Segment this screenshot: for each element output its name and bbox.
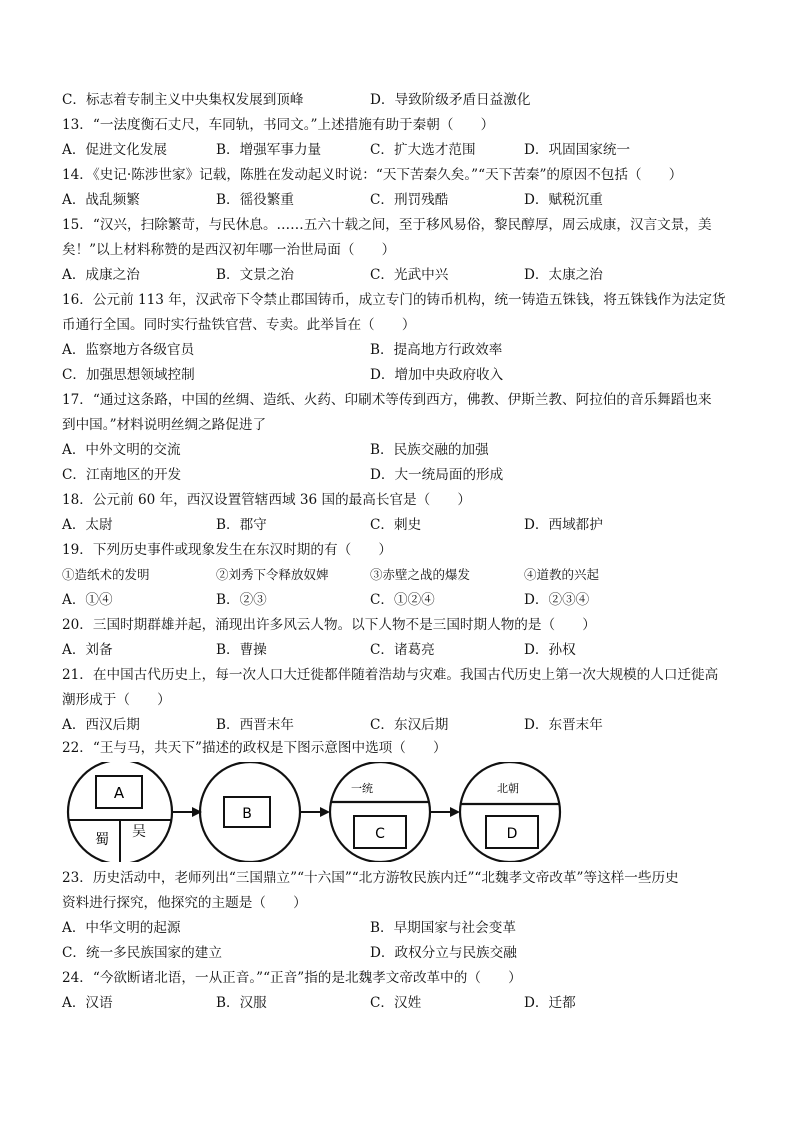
diagram-label-shu: 蜀 [95,832,109,848]
q19-item-3: ③赤壁之战的爆发 [370,567,471,582]
q21-option-b: B．西晋末年 [216,717,294,733]
q19-item-1: ①造纸术的发明 [62,567,150,582]
q15-stem-line1: 15．“汉兴，扫除繁苛，与民休息。……五六十载之间，至于移风易俗，黎民醇厚，周云成康，汉言文景，美 [62,217,712,233]
q12-option-c: C．标志着专制主义中央集权发展到顶峰 [62,92,304,108]
diagram-circle-3 [330,762,430,862]
q24-option-d: D．迁都 [524,995,576,1011]
q13-option-d: D．巩固国家统一 [524,142,631,158]
diagram-box-c: C [375,826,385,842]
q17-option-a: A．中外文明的交流 [62,442,181,458]
q19-item-2: ②刘秀下令释放奴婢 [216,567,329,582]
q24-stem: 24．“今欲断诸北语，一从正音。”“正音”指的是北魏孝文帝改革中的（ ） [62,970,522,986]
q17-stem-line2: 到中国。”材料说明丝绸之路促进了 [62,417,267,433]
q20-option-a: A．刘备 [62,642,113,658]
q15-option-b: B．文景之治 [216,267,294,283]
q21-stem-line2: 潮形成于（ ） [62,692,171,708]
q14-option-c: C．刑罚残酷 [370,192,449,208]
q16-stem-line2: 币通行全国。同时实行盐铁官营、专卖。此举旨在（ ） [62,317,416,333]
q17-option-b: B．民族交融的加强 [370,442,489,458]
q21-option-c: C．东汉后期 [370,717,449,733]
q18-option-a: A．太尉 [62,517,113,533]
diagram-circle-2 [200,762,300,862]
diagram-circle-4 [460,762,560,862]
diagram-top-label-4: 北朝 [497,782,519,795]
q20-option-d: D．孙权 [524,642,576,658]
q23-option-a: A．中华文明的起源 [62,920,181,936]
q13-option-b: B．增强军事力量 [216,142,322,158]
diagram-top-label-3: 一统 [351,782,373,795]
q12-option-d: D．导致阶级矛盾日益激化 [370,92,531,108]
q24-option-a: A．汉语 [62,995,113,1011]
q15-option-c: C．光武中兴 [370,267,449,283]
q13-option-c: C．扩大选才范围 [370,142,476,158]
q19-stem: 19．下列历史事件或现象发生在东汉时期的有（ ） [62,542,392,558]
q17-option-c: C．江南地区的开发 [62,467,182,483]
q15-option-a: A．成康之治 [62,267,140,283]
diagram-box-a: A [113,784,125,802]
q24-option-b: B．汉服 [216,995,267,1011]
q16-option-a: A．监察地方各级官员 [62,342,195,358]
q20-option-b: B．曹操 [216,642,267,658]
q17-option-d: D．大一统局面的形成 [370,467,504,483]
q15-stem-line2: 矣！”以上材料称赞的是西汉初年哪一治世局面（ ） [62,242,396,258]
q19-option-d: D．②③④ [524,592,590,608]
q20-stem: 20．三国时期群雄并起，涌现出许多风云人物。以下人物不是三国时期人物的是（ ） [62,617,596,633]
q13-stem: 13．“一法度衡石丈尺，车同轨，书同文。”上述措施有助于秦朝（ ） [62,117,495,133]
diagram-label-wu: 吴 [132,824,146,840]
q18-stem: 18．公元前 60 年，西汉设置管辖西域 36 国的最高长官是（ ） [62,492,472,508]
q14-stem: 14．《史记·陈涉世家》记载，陈胜在发动起义时说：“天下苦秦久矣。”“天下苦秦”的原因不包括（ ） [62,167,683,183]
diagram-circle-1 [68,762,172,862]
q23-option-c: C．统一多民族国家的建立 [62,945,222,961]
q17-stem-line1: 17．“通过这条路，中国的丝绸、造纸、火药、印刷术等传到西方，佛教、伊斯兰教、阿拉伯的音乐舞蹈也来 [62,392,712,408]
diagram-box-b: B [242,806,252,822]
q23-option-d: D．政权分立与民族交融 [370,945,517,961]
q16-option-d: D．增加中央政府收入 [370,367,504,383]
q21-stem-line1: 21．在中国古代历史上，每一次人口大迁徙都伴随着浩劫与灾难。我国古代历史上第一次大规模的人口迁徙高 [62,667,719,683]
q21-option-a: A．西汉后期 [62,717,140,733]
q19-option-c: C．①②④ [370,592,435,608]
q23-stem-line2: 资料进行探究，他探究的主题是（ ） [62,895,307,911]
q19-item-4: ④道教的兴起 [524,567,600,582]
regime-diagram [62,762,732,862]
q13-option-a: A．促进文化发展 [62,142,167,158]
q23-option-b: B．早期国家与社会变革 [370,920,516,936]
q16-option-b: B．提高地方行政效率 [370,342,503,358]
q18-option-b: B．郡守 [216,517,267,533]
q22-stem: 22．“王与马，共天下”描述的政权是下图示意图中选项（ ） [62,740,447,756]
diagram-box-d: D [506,826,518,842]
q24-option-c: C．汉姓 [370,995,422,1011]
q21-option-d: D．东晋末年 [524,717,603,733]
q23-stem-line1: 23．历史活动中，老师列出“三国鼎立”“十六国”“北方游牧民族内迁”“北魏孝文帝改革”等这样一些历史 [62,870,679,886]
q14-option-d: D．赋税沉重 [524,192,603,208]
q18-option-d: D．西域都护 [524,517,603,533]
q16-option-c: C．加强思想领域控制 [62,367,195,383]
q18-option-c: C．刺史 [370,517,422,533]
q16-stem-line1: 16．公元前 113 年，汉武帝下令禁止郡国铸币，成立专门的铸币机构，统一铸造五铢钱，将五铢钱作为法定货 [62,292,726,308]
q14-option-b: B．徭役繁重 [216,192,294,208]
q14-option-a: A．战乱频繁 [62,192,140,208]
q19-option-a: A．①④ [62,592,113,608]
q19-option-b: B．②③ [216,592,267,608]
q20-option-c: C．诸葛亮 [370,642,435,658]
q15-option-d: D．太康之治 [524,267,603,283]
